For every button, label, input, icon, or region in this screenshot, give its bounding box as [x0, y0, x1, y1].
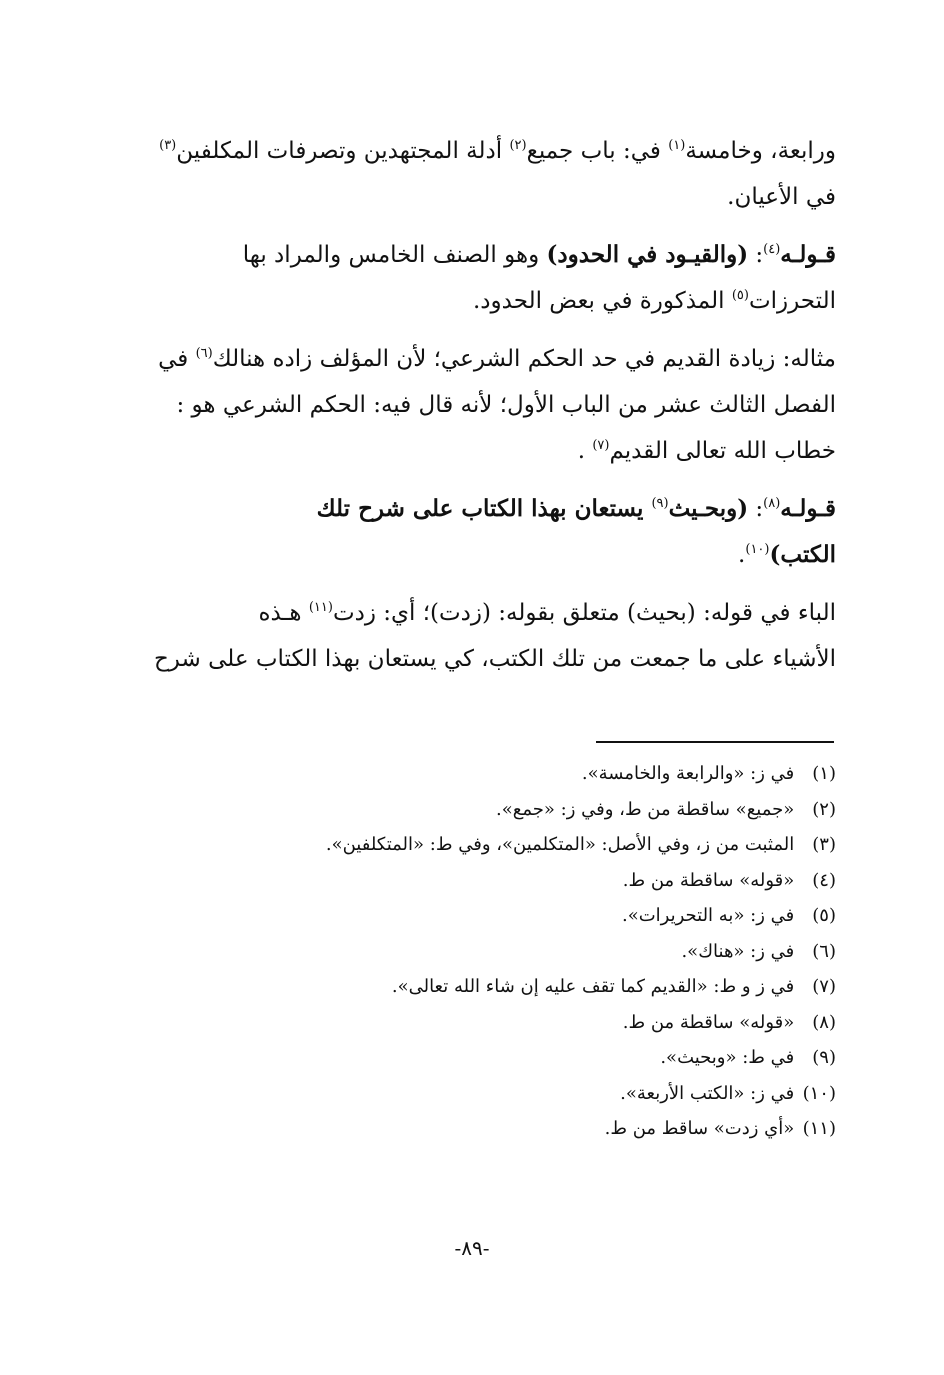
footnote-number: (٢) — [812, 798, 836, 820]
footnote-number: (٩) — [812, 1047, 836, 1068]
page-number: -٨٩- — [454, 1236, 490, 1260]
text-run: . — [577, 438, 593, 464]
footnote-text: «جميع» ساقطة من ط، وفي ز: «جمع». — [496, 798, 795, 820]
paragraph-1 — [128, 128, 836, 220]
footnote-text: في ز: «هناك». — [681, 940, 795, 962]
footnote-number: (١١) — [802, 1118, 836, 1139]
footnote-item — [300, 1111, 836, 1147]
text-run: في — [158, 346, 196, 372]
line — [128, 428, 836, 474]
text-run: الباء في قوله: (بحيث) متعلق بقوله: (زدت)؛ أي: زدت — [332, 600, 836, 626]
footnote-text: المثبت من ز، وفي الأصل: «المتكلمين»، وفي ط: «المتكلفين». — [325, 834, 795, 855]
footnote-number: (٧) — [812, 976, 836, 997]
quoted-matn: الكتب) — [769, 541, 836, 568]
footnote-ref: (٥) — [731, 288, 749, 303]
line — [128, 636, 836, 682]
footnote-text: في ز: «والرابعة والخامسة». — [581, 763, 795, 784]
paragraph-5 — [128, 590, 836, 682]
footnote-item — [300, 756, 836, 792]
footnote-item — [300, 1005, 836, 1041]
main-text — [128, 128, 836, 694]
footnote-item — [300, 863, 836, 899]
text-run: : — [748, 242, 764, 268]
paragraph-2 — [128, 232, 836, 324]
line — [128, 382, 836, 428]
line — [128, 532, 836, 578]
footnote-text: «قوله» ساقطة من ط. — [622, 869, 795, 891]
footnote-item — [300, 827, 836, 863]
footnote-number: (٤) — [812, 869, 836, 891]
text-run: الأشياء على ما جمعت من تلك الكتب، كي يستعان بهذا الكتاب على شرح — [153, 646, 836, 672]
footnote-ref: (١٠) — [745, 542, 770, 557]
footnote-ref: (٧) — [592, 438, 610, 453]
footnote-ref: (٢) — [509, 138, 527, 153]
paragraph-3 — [128, 336, 836, 474]
footnote-text: «أي زدت» ساقط من ط. — [604, 1118, 795, 1139]
text-run: الفصل الثالث عشر من الباب الأول؛ لأنه قال فيه: الحكم الشرعي هو : — [176, 392, 836, 418]
text-run: مثاله: زيادة القديم في حد الحكم الشرعي؛ لأن المؤلف زاده هنالك — [212, 346, 836, 372]
footnote-number: (٣) — [812, 834, 836, 855]
footnote-text: في ط: «وبحيث». — [660, 1047, 795, 1068]
footnote-number: (٦) — [812, 940, 836, 962]
footnotes — [300, 756, 836, 1147]
footnote-item — [300, 934, 836, 970]
text-run: المذكورة في بعض الحدود. — [473, 288, 732, 314]
footnote-ref: (٩) — [651, 496, 669, 511]
footnote-text: «قوله» ساقطة من ط. — [622, 1011, 795, 1033]
quoted-matn: يستعان بهذا الكتاب على شرح تلك — [316, 495, 652, 522]
footnote-ref: (١١) — [308, 600, 333, 615]
text-run: هـذه — [258, 600, 309, 626]
line — [128, 590, 836, 636]
footnote-item — [300, 898, 836, 934]
footnote-text: في ز: «الكتب الأربعة». — [620, 1082, 795, 1104]
line — [128, 232, 836, 278]
footnote-item — [300, 1076, 836, 1112]
line — [128, 336, 836, 382]
footnote-ref: (٤) — [763, 242, 781, 257]
line — [128, 486, 836, 532]
lemma-label: قـولـه — [780, 241, 836, 268]
quoted-matn: (وبحـيث — [668, 495, 749, 522]
footnote-number: (١) — [812, 763, 836, 784]
text-run: التحرزات — [748, 288, 836, 314]
text-run: أدلة المجتهدين وتصرفات المكلفين — [176, 138, 510, 164]
footnote-number: (١٠) — [802, 1082, 836, 1104]
text-run: في: باب جميع — [526, 138, 669, 164]
line — [128, 174, 836, 220]
footnote-ref: (١) — [668, 138, 686, 153]
quoted-matn: (والقيـود في الحدود) — [546, 241, 749, 268]
text-run: ورابعة، وخامسة — [685, 138, 836, 164]
text-run: خطاب الله تعالى القديم — [609, 438, 836, 464]
footnote-ref: (٨) — [763, 496, 781, 511]
text-run: . — [738, 542, 746, 568]
line — [128, 278, 836, 324]
paragraph-4 — [128, 486, 836, 578]
footnote-item — [300, 792, 836, 828]
text-run: : — [748, 496, 764, 522]
text-run: في الأعيان. — [727, 184, 836, 210]
footnote-divider — [596, 741, 834, 743]
footnote-number: (٨) — [812, 1011, 836, 1033]
text-run: وهو الصنف الخامس والمراد بها — [242, 242, 547, 268]
footnote-item — [300, 969, 836, 1005]
footnote-ref: (٣) — [159, 138, 177, 153]
lemma-label: قـولـه — [780, 495, 836, 522]
footnote-number: (٥) — [812, 905, 836, 926]
footnote-text: في ز و ط: «القديم كما تقف عليه إن شاء الله تعالى». — [391, 976, 795, 997]
footnote-ref: (٦) — [195, 346, 213, 361]
line — [128, 128, 836, 174]
footnote-text: في ز: «به التحريرات». — [621, 905, 795, 926]
footnote-item — [300, 1040, 836, 1076]
